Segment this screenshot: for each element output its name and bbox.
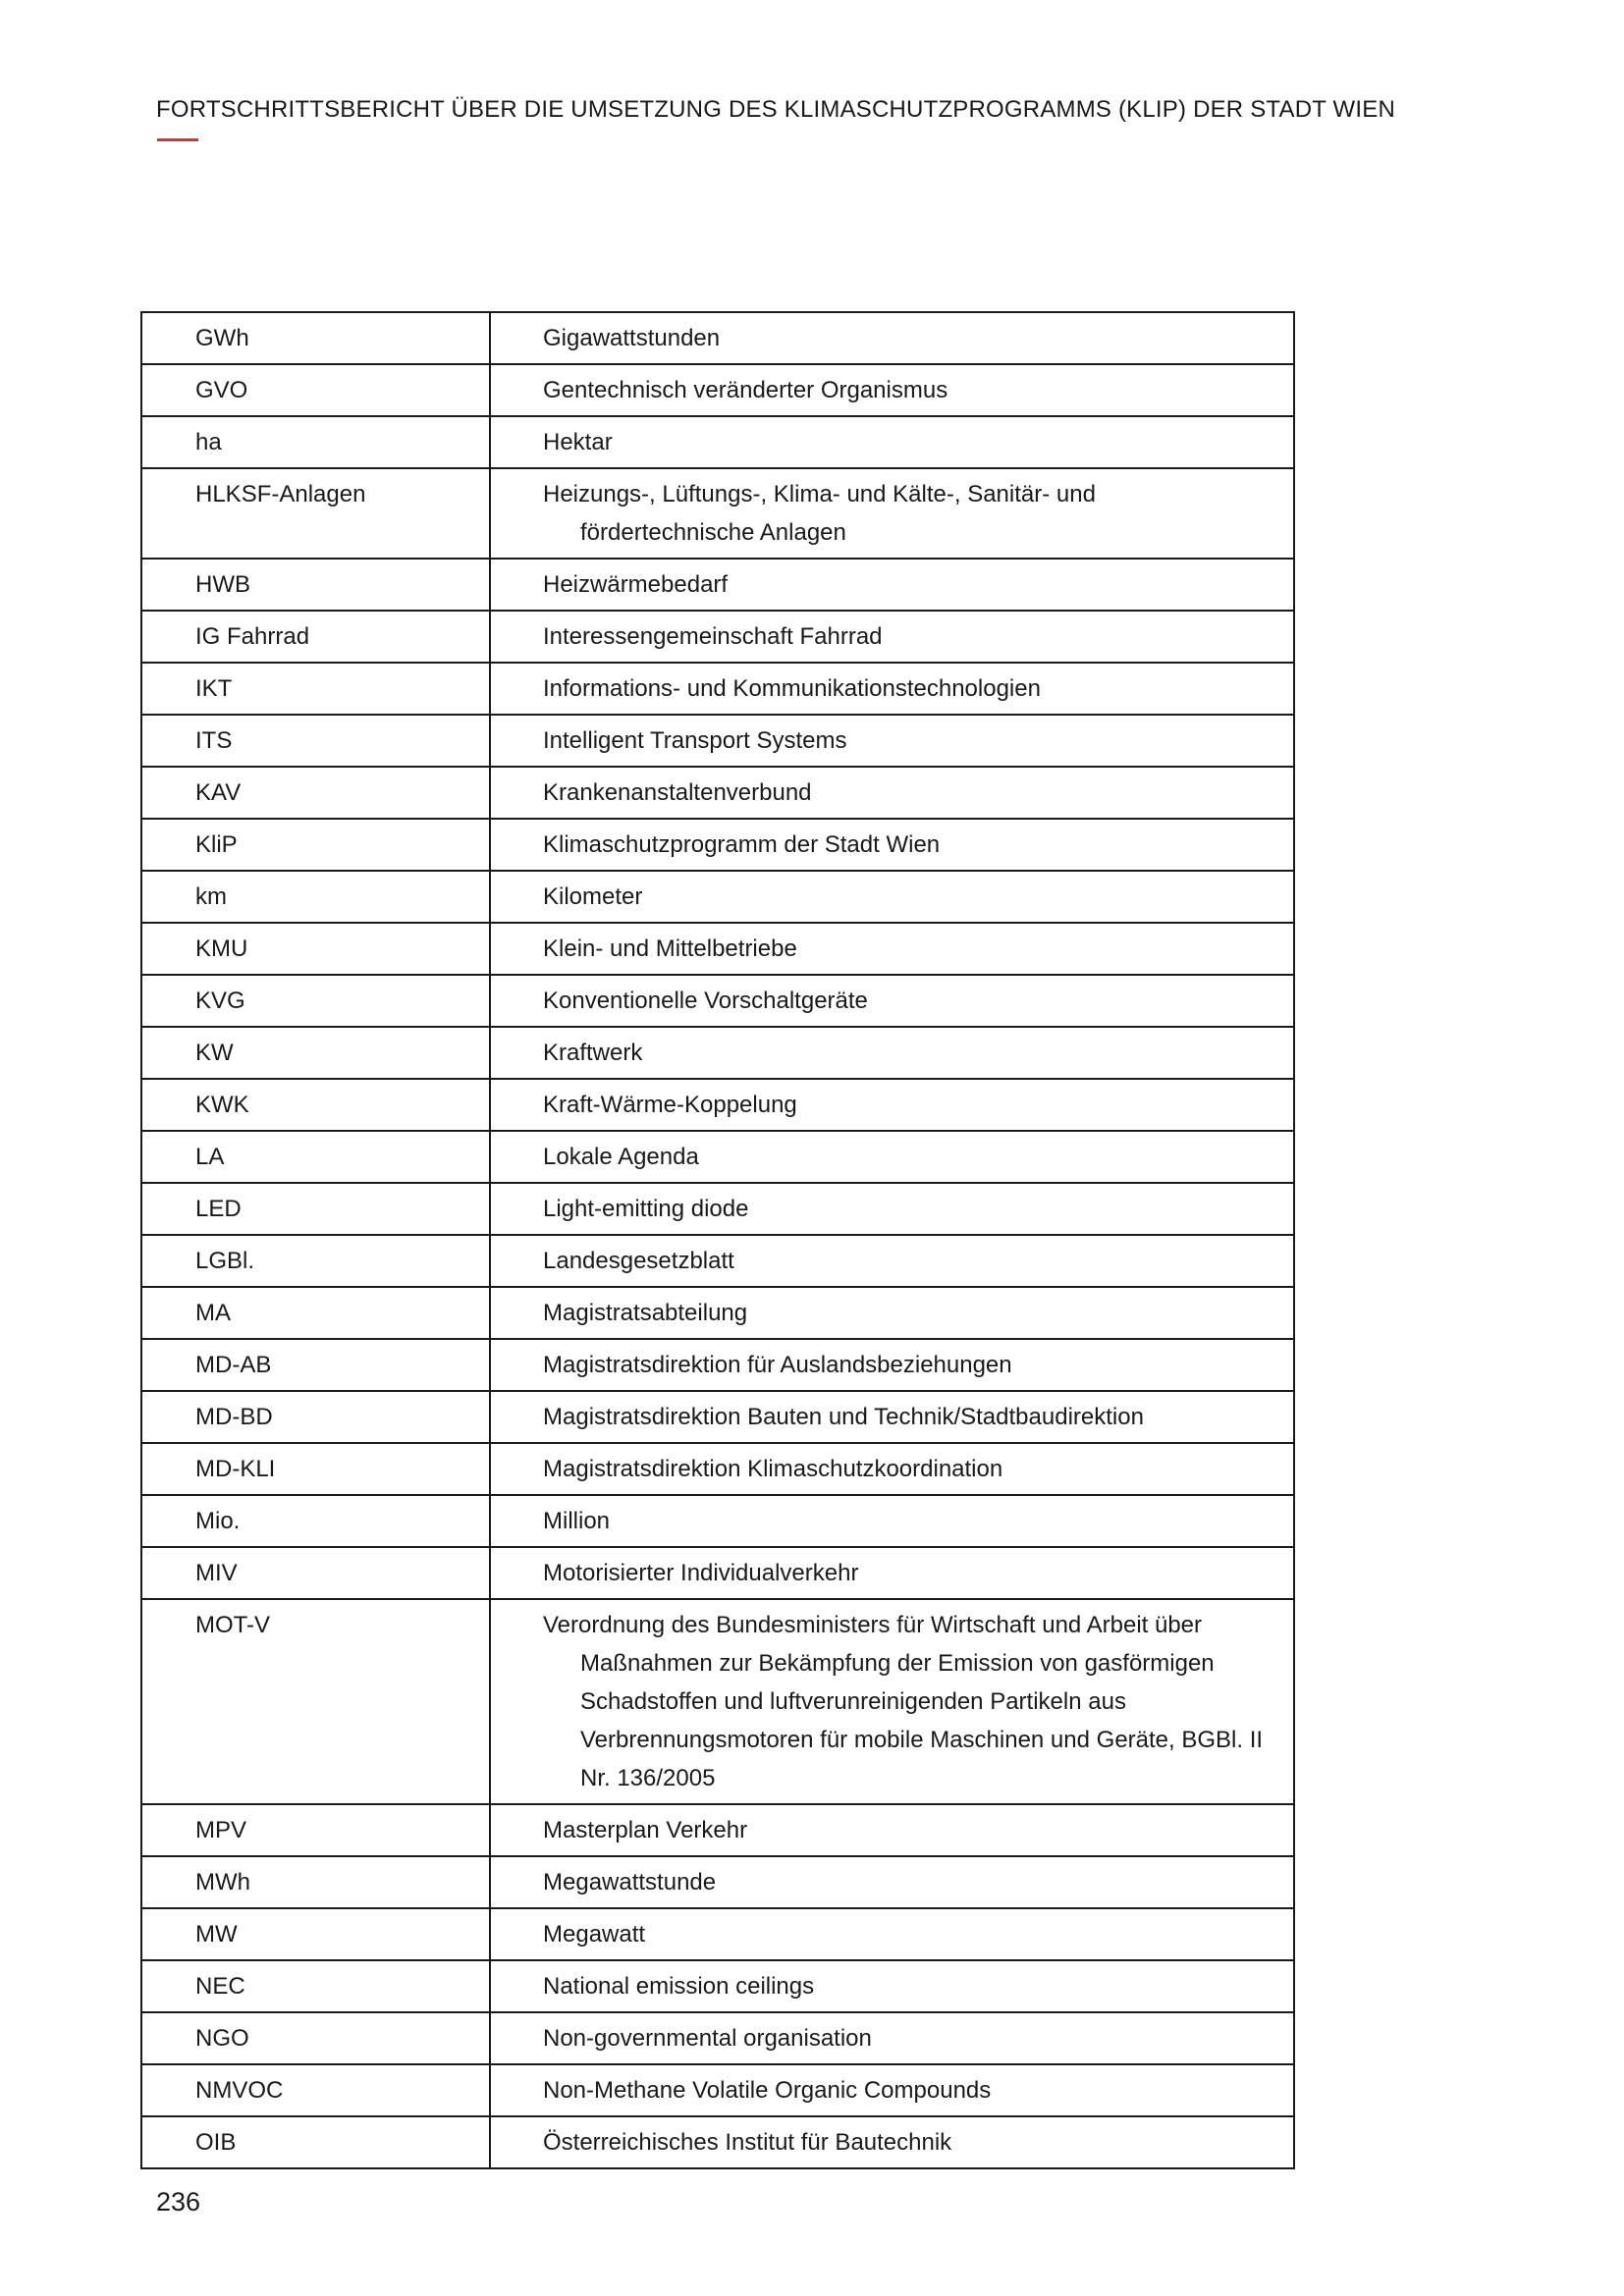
abbreviation-text: KWK	[195, 1092, 249, 1118]
abbreviation-cell	[141, 1960, 490, 2012]
meaning-text: Hektar	[543, 429, 613, 455]
abbreviation-text: KW	[195, 1040, 234, 1066]
abbreviation-text: ha	[195, 429, 222, 455]
meaning-text: Megawattstunde	[543, 1869, 717, 1896]
meaning-text: Non-Methane Volatile Organic Compounds	[543, 2077, 992, 2104]
meaning-cell	[490, 819, 1294, 871]
table-row	[141, 1079, 1294, 1131]
table-row	[141, 611, 1294, 663]
abbreviation-cell	[141, 663, 490, 715]
abbreviation-text: OIB	[195, 2129, 237, 2156]
abbreviation-text: ITS	[195, 727, 233, 754]
meaning-text: Gigawattstunden	[543, 325, 721, 351]
meaning-text: Österreichisches Institut für Bautechnik	[543, 2129, 952, 2156]
meaning-text: Kraft-Wärme-Koppelung	[543, 1092, 797, 1118]
abbreviation-cell	[141, 1804, 490, 1856]
meaning-cell	[490, 559, 1294, 611]
abbreviation-cell	[141, 1079, 490, 1131]
table-row	[141, 1131, 1294, 1183]
abbreviation-text: HLKSF-Anlagen	[195, 481, 366, 507]
abbreviation-cell	[141, 364, 490, 416]
table-row	[141, 1287, 1294, 1339]
abbreviation-text: km	[195, 883, 227, 910]
table-row	[141, 871, 1294, 923]
abbreviation-cell	[141, 1235, 490, 1287]
meaning-cell	[490, 2064, 1294, 2116]
meaning-cell	[490, 663, 1294, 715]
meaning-text: Million	[543, 1508, 611, 1534]
abbreviation-cell	[141, 2116, 490, 2168]
meaning-cell	[490, 1599, 1294, 1804]
meaning-cell	[490, 1960, 1294, 2012]
meaning-text: Krankenanstaltenverbund	[543, 779, 812, 806]
meaning-cell	[490, 611, 1294, 663]
abbreviation-text: KMU	[195, 935, 248, 962]
abbreviation-cell	[141, 559, 490, 611]
meaning-cell	[490, 1079, 1294, 1131]
table-row	[141, 975, 1294, 1027]
meaning-cell	[490, 364, 1294, 416]
abbreviation-table-body	[141, 312, 1294, 2168]
table-row	[141, 1804, 1294, 1856]
table-row	[141, 1960, 1294, 2012]
table-row	[141, 819, 1294, 871]
table-row	[141, 1856, 1294, 1908]
table-row	[141, 1908, 1294, 1960]
meaning-cell	[490, 468, 1294, 559]
meaning-text: Klimaschutzprogramm der Stadt Wien	[543, 831, 941, 858]
page-header-title: FORTSCHRITTSBERICHT ÜBER DIE UMSETZUNG DES KLIMASCHUTZPROGRAMMS (KLIP) DER STADT WIEN	[156, 96, 1395, 123]
abbreviation-text: KVG	[195, 988, 245, 1014]
abbreviation-text: NMVOC	[195, 2077, 284, 2104]
table-row	[141, 2116, 1294, 2168]
abbreviation-text: Mio.	[195, 1508, 241, 1534]
table-row	[141, 923, 1294, 975]
abbreviation-text: NGO	[195, 2025, 249, 2052]
abbreviation-text: MPV	[195, 1817, 247, 1843]
abbreviation-text: KAV	[195, 779, 242, 806]
abbreviation-text: IKT	[195, 675, 233, 702]
abbreviation-cell	[141, 1287, 490, 1339]
meaning-cell	[490, 871, 1294, 923]
abbreviation-cell	[141, 416, 490, 468]
abbreviation-text: MD-AB	[195, 1352, 272, 1378]
meaning-cell	[490, 923, 1294, 975]
abbreviation-text: NEC	[195, 1973, 245, 2000]
table-row	[141, 364, 1294, 416]
abbreviation-cell	[141, 1443, 490, 1495]
table-row	[141, 468, 1294, 559]
meaning-text: Non-governmental organisation	[543, 2025, 872, 2052]
meaning-cell	[490, 1547, 1294, 1599]
meaning-cell	[490, 1027, 1294, 1079]
abbreviation-text: MD-KLI	[195, 1456, 276, 1482]
abbreviation-cell	[141, 715, 490, 767]
abbreviation-text: GVO	[195, 377, 248, 403]
meaning-text: Landesgesetzblatt	[543, 1248, 734, 1274]
abbreviation-text: GWh	[195, 325, 249, 351]
abbreviation-text: MA	[195, 1300, 231, 1326]
meaning-cell	[490, 1856, 1294, 1908]
abbreviation-cell	[141, 871, 490, 923]
table-row	[141, 312, 1294, 364]
abbreviation-text: MOT-V	[195, 1612, 270, 1638]
meaning-cell	[490, 416, 1294, 468]
table-row	[141, 2064, 1294, 2116]
abbreviation-cell	[141, 468, 490, 559]
abbreviation-cell	[141, 1547, 490, 1599]
page-number: 236	[156, 2187, 201, 2216]
abbreviation-cell	[141, 2012, 490, 2064]
abbreviation-cell	[141, 312, 490, 364]
meaning-text: Magistratsabteilung	[543, 1300, 748, 1326]
table-row	[141, 715, 1294, 767]
abbreviation-text: MWh	[195, 1869, 250, 1896]
meaning-text: Lokale Agenda	[543, 1144, 699, 1170]
table-row	[141, 663, 1294, 715]
meaning-cell	[490, 1183, 1294, 1235]
meaning-cell	[490, 767, 1294, 819]
abbreviation-text: LA	[195, 1144, 225, 1170]
abbreviation-cell	[141, 1131, 490, 1183]
table-row	[141, 1183, 1294, 1235]
abbreviation-text: LED	[195, 1196, 242, 1222]
meaning-cell	[490, 1908, 1294, 1960]
meaning-text: Konventionelle Vorschaltgeräte	[543, 988, 868, 1014]
meaning-cell	[490, 2116, 1294, 2168]
table-row	[141, 559, 1294, 611]
abbreviation-cell	[141, 1908, 490, 1960]
table-row	[141, 1027, 1294, 1079]
meaning-text: Heizungs-, Lüftungs-, Klima- und Kälte-, Sanitär- und fördertechnische Anlagen	[543, 481, 1096, 546]
abbreviation-text: LGBl.	[195, 1248, 255, 1274]
table-row	[141, 416, 1294, 468]
abbreviation-cell	[141, 611, 490, 663]
table-row	[141, 1391, 1294, 1443]
abbreviation-text: HWB	[195, 571, 250, 598]
abbreviation-cell	[141, 2064, 490, 2116]
table-row	[141, 1599, 1294, 1804]
meaning-text: Magistratsdirektion Bauten und Technik/Stadtbaudirektion	[543, 1404, 1144, 1430]
meaning-text: Gentechnisch veränderter Organismus	[543, 377, 948, 403]
meaning-cell	[490, 1804, 1294, 1856]
meaning-text: Magistratsdirektion für Auslandsbeziehungen	[543, 1352, 1012, 1378]
abbreviation-cell	[141, 1391, 490, 1443]
abbreviation-text: MW	[195, 1921, 238, 1948]
table-row	[141, 2012, 1294, 2064]
table-row	[141, 767, 1294, 819]
meaning-text: Klein- und Mittelbetriebe	[543, 935, 797, 962]
meaning-text: Kilometer	[543, 883, 643, 910]
abbreviation-cell	[141, 1183, 490, 1235]
table-row	[141, 1547, 1294, 1599]
meaning-cell	[490, 715, 1294, 767]
table-row	[141, 1339, 1294, 1391]
abbreviation-text: IG Fahrrad	[195, 623, 310, 650]
abbreviation-cell	[141, 1027, 490, 1079]
abbreviation-cell	[141, 819, 490, 871]
meaning-text: Megawatt	[543, 1921, 646, 1948]
abbreviation-text: KliP	[195, 831, 238, 858]
table-row	[141, 1495, 1294, 1547]
meaning-text: Heizwärmebedarf	[543, 571, 729, 598]
meaning-cell	[490, 1287, 1294, 1339]
meaning-cell	[490, 1235, 1294, 1287]
meaning-text: Informations- und Kommunikationstechnologien	[543, 675, 1041, 702]
meaning-text: Verordnung des Bundesministers für Wirtschaft und Arbeit über Maßnahmen zur Bekämpfung der Emission von gasförmigen Schadstoffen und luftverunreinigenden Partikeln aus Verbrennungsmotoren für mobile Maschinen und Geräte, BGBl. II Nr. 136/2005	[543, 1612, 1264, 1791]
meaning-text: Kraftwerk	[543, 1040, 643, 1066]
meaning-cell	[490, 2012, 1294, 2064]
table-row	[141, 1235, 1294, 1287]
abbreviation-cell	[141, 1599, 490, 1804]
abbreviation-cell	[141, 1339, 490, 1391]
abbreviation-text: MIV	[195, 1560, 238, 1586]
abbreviation-text: MD-BD	[195, 1404, 273, 1430]
meaning-cell	[490, 1443, 1294, 1495]
meaning-text: Interessengemeinschaft Fahrrad	[543, 623, 883, 650]
meaning-text: Light-emitting diode	[543, 1196, 749, 1222]
meaning-cell	[490, 1339, 1294, 1391]
meaning-text: Intelligent Transport Systems	[543, 727, 847, 754]
meaning-cell	[490, 1495, 1294, 1547]
meaning-text: Magistratsdirektion Klimaschutzkoordination	[543, 1456, 1003, 1482]
header-accent-rule	[157, 138, 198, 141]
abbreviation-cell	[141, 1856, 490, 1908]
meaning-cell	[490, 1131, 1294, 1183]
meaning-text: Masterplan Verkehr	[543, 1817, 748, 1843]
abbreviation-cell	[141, 767, 490, 819]
meaning-cell	[490, 312, 1294, 364]
abbreviation-cell	[141, 975, 490, 1027]
meaning-cell	[490, 975, 1294, 1027]
table-row	[141, 1443, 1294, 1495]
abbreviation-table	[140, 311, 1295, 2169]
meaning-text: National emission ceilings	[543, 1973, 815, 2000]
meaning-text: Motorisierter Individualverkehr	[543, 1560, 859, 1586]
abbreviation-cell	[141, 923, 490, 975]
abbreviation-cell	[141, 1495, 490, 1547]
meaning-cell	[490, 1391, 1294, 1443]
